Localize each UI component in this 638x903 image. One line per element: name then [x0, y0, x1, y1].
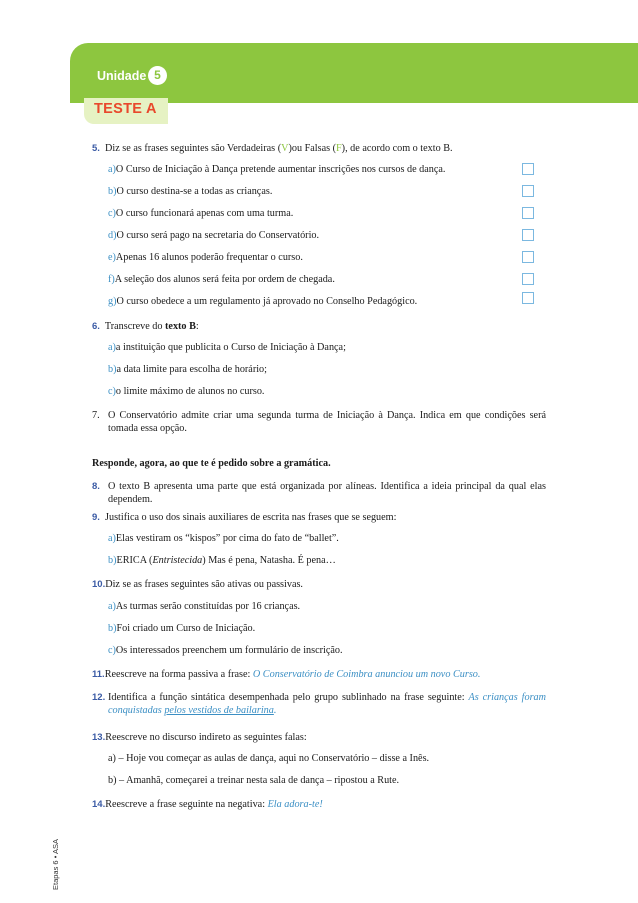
answer-checkbox-b[interactable] — [522, 185, 534, 197]
q5-item-e: e)Apenas 16 alunos poderão frequentar o curso. — [108, 252, 303, 263]
q9-item-a: a)Elas vestiram os “kispos” por cima do fato de “ballet”. — [108, 533, 339, 544]
test-title: TESTE A — [94, 101, 157, 117]
question-12-number: 12. — [92, 692, 106, 703]
question-5: 5. Diz se as frases seguintes são Verdadeiras (V)ou Falsas (F), de acordo com o texto B. — [92, 143, 453, 154]
answer-checkbox-g[interactable] — [522, 292, 534, 304]
answer-checkbox-e[interactable] — [522, 251, 534, 263]
question-12-text: Identifica a função sintática desempenhada pelo grupo sublinhado na frase seguinte: As crianças foram conquistadas pelos vestidos de bailarina. — [108, 692, 546, 716]
unit-number-badge: 5 — [148, 66, 167, 85]
q6-item-c: c)o limite máximo de alunos no curso. — [108, 386, 265, 397]
underlined-group: pelos vestidos de bailarina — [164, 705, 274, 716]
side-footer — [52, 836, 64, 896]
answer-checkbox-c[interactable] — [522, 207, 534, 219]
answer-checkbox-d[interactable] — [522, 229, 534, 241]
answer-checkbox-a[interactable] — [522, 163, 534, 175]
q5-item-g: g)O curso obedece a um regulamento já aprovado no Conselho Pedagógico. — [108, 296, 418, 307]
question-7-number: 7. — [92, 410, 100, 421]
answer-checkbox-f[interactable] — [522, 273, 534, 285]
q5-item-a: a)O Curso de Iniciação à Dança pretende aumentar inscrições nos cursos de dança. — [108, 164, 446, 175]
question-8-number: 8. — [92, 481, 100, 492]
q6-item-a: a)a instituição que publicita o Curso de Iniciação à Dança; — [108, 342, 346, 353]
question-8-text: O texto B apresenta uma parte que está organizada por alíneas. Identifica a ideia principal da qual elas dependem. — [108, 481, 546, 505]
grammar-heading: Responde, agora, ao que te é pedido sobre a gramática. — [92, 458, 331, 469]
q13-item-a: a) – Hoje vou começar as aulas de dança, aqui no Conservatório – disse a Inês. — [108, 753, 430, 764]
q10-item-c: c)Os interessados preenchem um formulário de inscrição. — [108, 645, 343, 656]
question-11: 11.Reescreve na forma passiva a frase: O Conservatório de Coimbra anunciou um novo Curso. — [92, 669, 481, 680]
q13-item-b: b) – Amanhã, começarei a treinar nesta sala de dança – ripostou a Rute. — [108, 775, 400, 786]
question-9: 9. Justifica o uso dos sinais auxiliares de escrita nas frases que se seguem: — [92, 512, 397, 523]
q6-item-b: b)a data limite para escolha de horário; — [108, 364, 267, 375]
q5-item-d: d)O curso será pago na secretaria do Conservatório. — [108, 230, 320, 241]
question-14: 14.Reescreve a frase seguinte na negativa: Ela adora-te! — [92, 799, 323, 810]
unit-label: Unidade — [97, 69, 147, 83]
question-6: 6. Transcreve do texto B: — [92, 321, 199, 332]
q10-item-a: a)As turmas serão constituídas por 16 crianças. — [108, 601, 301, 612]
q10-item-b: b)Foi criado um Curso de Iniciação. — [108, 623, 256, 634]
q5-item-c: c)O curso funcionará apenas com uma turma. — [108, 208, 294, 219]
question-7-text: O Conservatório admite criar uma segunda turma de Iniciação à Dança. Indica em que condições será tomada essa opção. — [108, 410, 546, 434]
q9-item-b: b)ERICA (Entristecida) Mas é pena, Natasha. É pena… — [108, 555, 336, 566]
question-10: 10.Diz se as frases seguintes são ativas ou passivas. — [92, 579, 303, 590]
q5-item-f: f)A seleção dos alunos será feita por ordem de chegada. — [108, 274, 335, 285]
question-13: 13.Reescreve no discurso indireto as seguintes falas: — [92, 732, 307, 743]
footer-text: Etapas 6 • ASA — [51, 839, 60, 890]
q5-item-b: b)O curso destina-se a todas as crianças. — [108, 186, 273, 197]
